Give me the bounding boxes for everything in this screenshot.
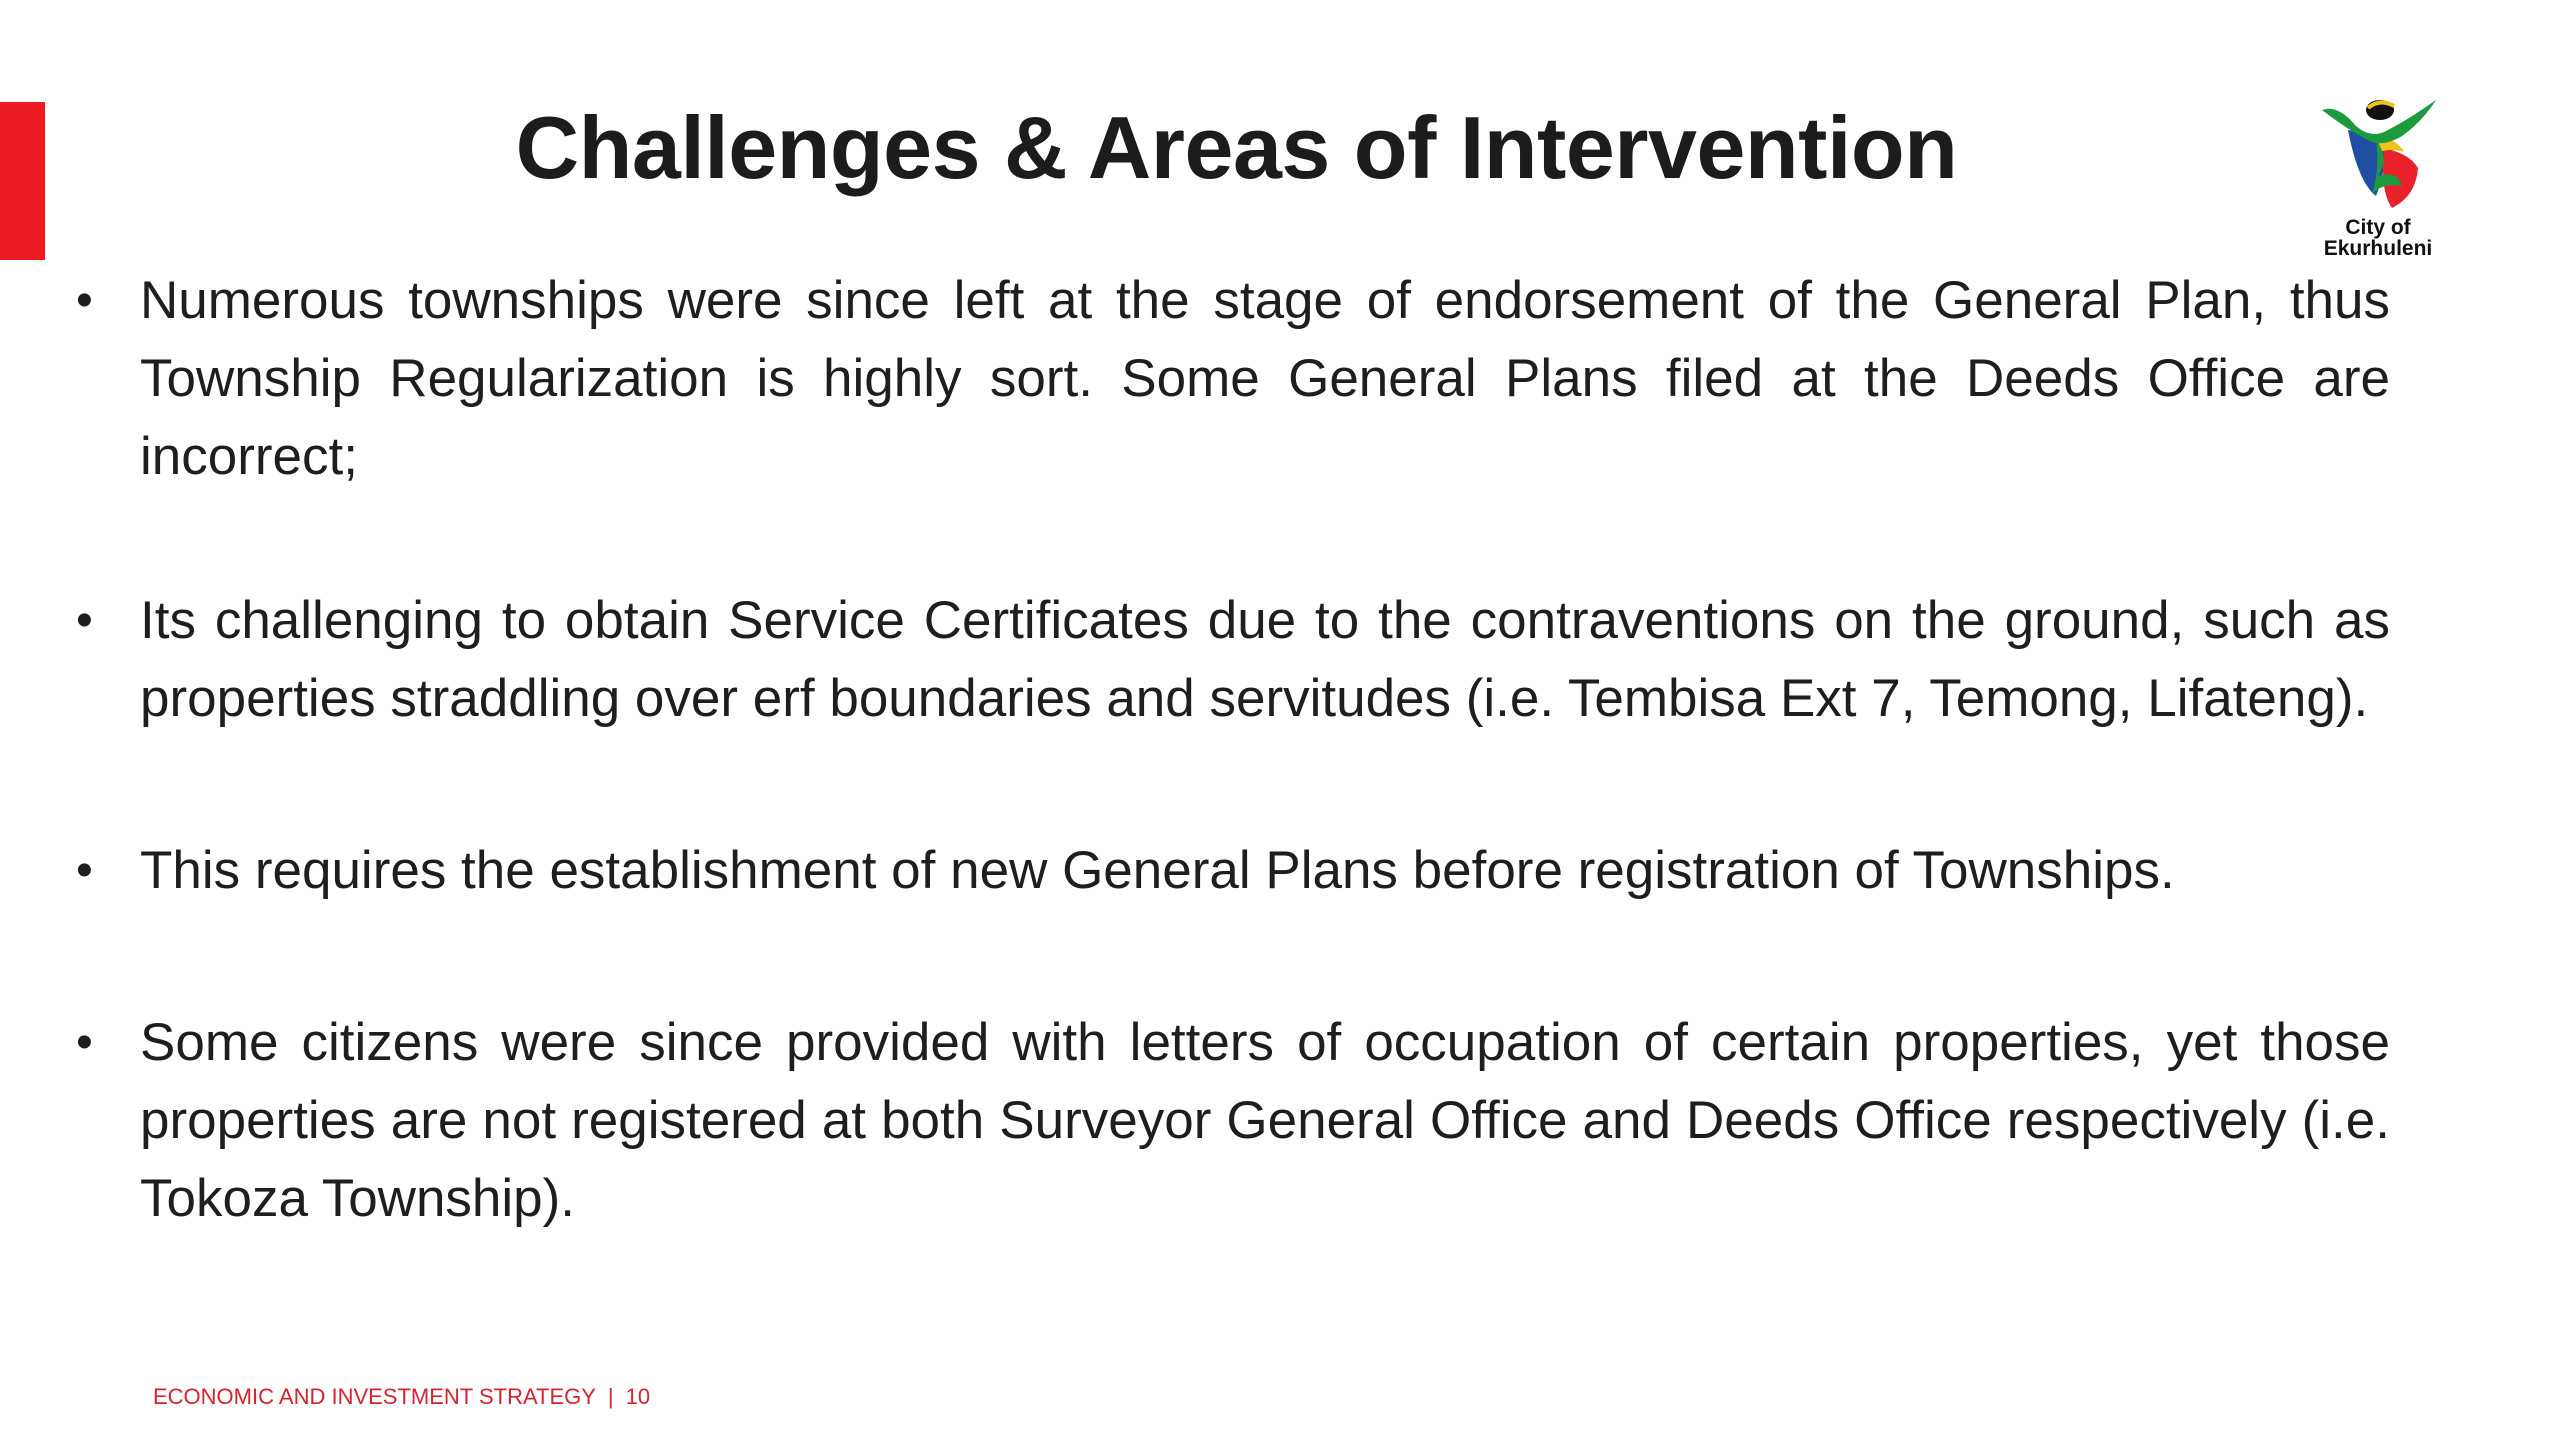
bullet-item — [70, 262, 2390, 496]
logo-emblem-icon — [2318, 96, 2440, 214]
logo-line-1: City of — [2345, 216, 2411, 239]
bullet-text: Its challenging to obtain Service Certificates due to the contraventions on the ground, such as properties straddling over erf boundaries and servitudes (i.e. Tembisa Ext 7, Temong, Lifateng). — [140, 591, 2390, 728]
bullet-text: This requires the establishment of new General Plans before registration of Townships. — [140, 841, 2175, 900]
bullet-dot-icon: • — [76, 274, 93, 327]
logo-text — [2308, 217, 2448, 259]
city-of-ekurhuleni-logo — [2308, 96, 2448, 264]
bullet-dot-icon: • — [76, 844, 93, 897]
slide-footer — [153, 1384, 650, 1410]
slide-title: Challenges & Areas of Intervention — [515, 98, 1958, 197]
footer-separator: | — [607, 1384, 614, 1409]
footer-label: ECONOMIC AND INVESTMENT STRATEGY — [153, 1384, 596, 1409]
bullet-dot-icon: • — [76, 1016, 93, 1069]
bullet-text: Some citizens were since provided with letters of occupation of certain properties, yet those properties are not registered at both Surveyor General Office and Deeds Office respectively (i.e. Tokoza Township). — [140, 1013, 2390, 1228]
bullet-dot-icon: • — [76, 594, 93, 647]
logo-line-2: Ekurhuleni — [2323, 237, 2433, 260]
bullet-item — [70, 832, 2390, 910]
page-number: 10 — [625, 1384, 651, 1409]
bullet-text: Numerous townships were since left at the stage of endorsement of the General Plan, thus Township Regularization is highly sort. Some General Plans filed at the Deeds Office are incorrect; — [140, 271, 2390, 486]
bullet-item — [70, 582, 2390, 738]
bullet-list — [70, 262, 2390, 1238]
bullet-item — [70, 1004, 2390, 1238]
